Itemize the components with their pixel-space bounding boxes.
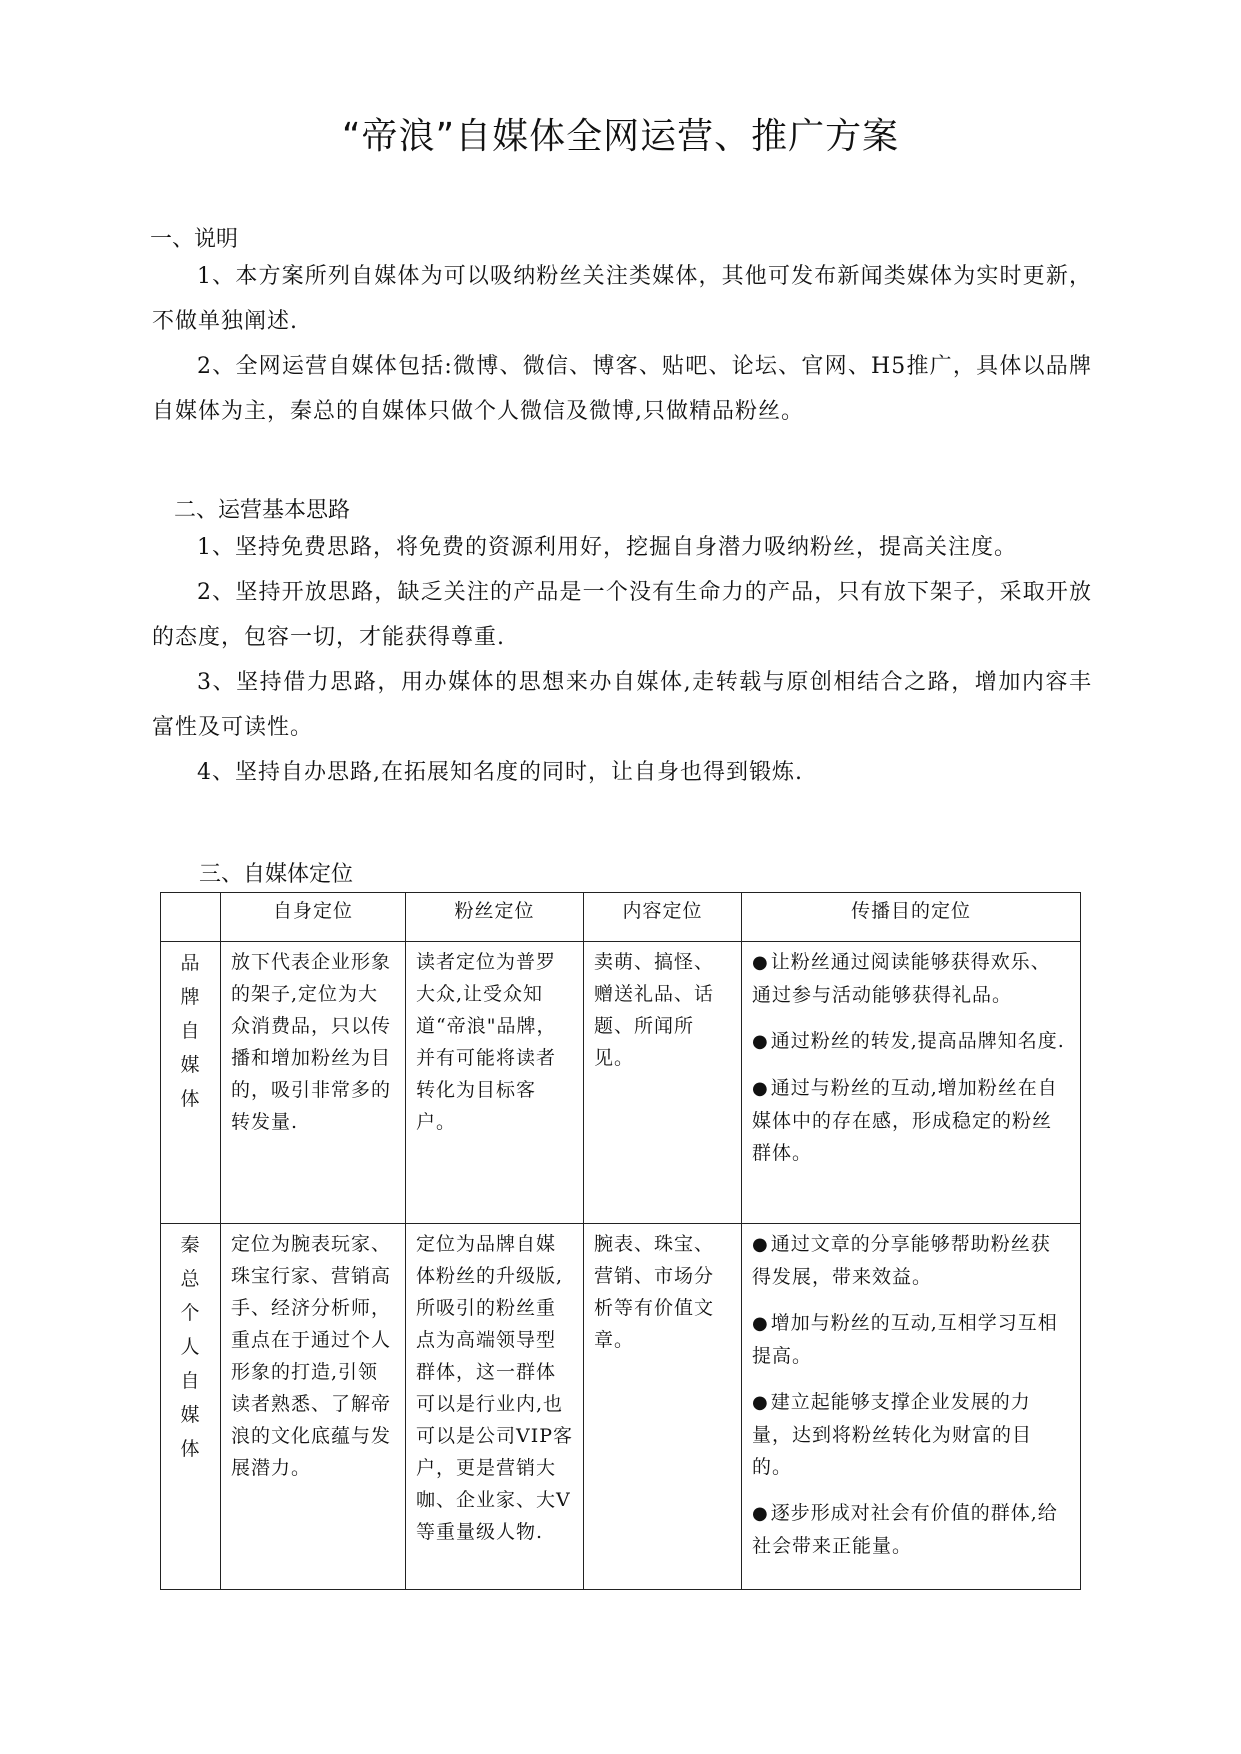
section-heading-positioning: 三、自媒体定位 — [199, 862, 354, 887]
row-label: 品牌自媒体 — [180, 952, 201, 1110]
bullet-icon: ● — [752, 952, 769, 973]
paragraph: 2、全网运营自媒体包括:微博、微信、博客、贴吧、论坛、官网、H5推广，具体以品牌自媒体为主，秦总的自媒体只做个人微信及微博,只做精品粉丝。 — [152, 354, 1092, 424]
table-row — [161, 1224, 1081, 1590]
self-position-cell: 放下代表企业形象的架子,定位为大众消费品，只以传播和增加粉丝为目的，吸引非常多的转发量. — [221, 942, 406, 1224]
bullet-icon: ● — [752, 1503, 769, 1524]
goal-item — [752, 1307, 1070, 1372]
paragraph: 1、坚持免费思路，将免费的资源利用好，挖掘自身潜力吸纳粉丝，提高关注度。 — [197, 535, 1017, 560]
goal-text: 通过与粉丝的互动,增加粉丝在自媒体中的存在感，形成稳定的粉丝群体。 — [752, 1077, 1058, 1164]
goal-text: 建立起能够支撑企业发展的力量，达到将粉丝转化为财富的目的。 — [752, 1391, 1033, 1478]
table-header-cell — [161, 893, 221, 942]
goal-position-cell — [742, 1224, 1081, 1590]
table-header-cell: 粉丝定位 — [406, 893, 584, 942]
paragraph: 3、坚持借力思路，用办媒体的思想来办自媒体,走转载与原创相结合之路，增加内容丰富性及可读性。 — [152, 670, 1092, 740]
table-header-cell: 内容定位 — [584, 893, 742, 942]
row-label-cell — [161, 942, 221, 1224]
goal-text: 逐步形成对社会有价值的群体,给社会带来正能量。 — [752, 1502, 1058, 1557]
bullet-icon: ● — [752, 1031, 769, 1052]
goal-item — [752, 1386, 1070, 1483]
bullet-icon: ● — [752, 1313, 769, 1334]
positioning-table — [160, 892, 1081, 1590]
goal-position-cell — [742, 942, 1081, 1224]
table-header-cell: 自身定位 — [221, 893, 406, 942]
goal-text: 通过粉丝的转发,提高品牌知名度. — [770, 1030, 1065, 1052]
goal-item — [752, 1228, 1070, 1293]
bullet-icon: ● — [752, 1392, 769, 1413]
goal-item — [752, 1072, 1070, 1169]
fans-position-cell: 定位为品牌自媒体粉丝的升级版,所吸引的粉丝重点为高端领导型群体，这一群体可以是行业内,也可以是公司VIP客户，更是营销大咖、企业家、大V等重量级人物. — [406, 1224, 584, 1590]
table-header-cell: 传播目的定位 — [742, 893, 1081, 942]
content-position-cell: 腕表、珠宝、营销、市场分析等有价值文章。 — [584, 1224, 742, 1590]
paragraph: 2、坚持开放思路，缺乏关注的产品是一个没有生命力的产品，只有放下架子，采取开放的态度，包容一切，才能获得尊重. — [152, 580, 1092, 650]
goal-item — [752, 1025, 1070, 1058]
content-position-cell: 卖萌、搞怪、赠送礼品、话题、所闻所见。 — [584, 942, 742, 1224]
table-header-row — [161, 893, 1081, 942]
paragraph: 4、坚持自办思路,在拓展知名度的同时，让自身也得到锻炼. — [197, 760, 803, 785]
paragraph: 1、本方案所列自媒体为可以吸纳粉丝关注类媒体，其他可发布新闻类媒体为实时更新，不做单独阐述. — [152, 264, 1092, 334]
section-heading-approach: 二、运营基本思路 — [174, 498, 351, 523]
bullet-icon: ● — [752, 1078, 769, 1099]
bullet-icon: ● — [752, 1234, 769, 1255]
goal-text: 增加与粉丝的互动,互相学习互相提高。 — [752, 1312, 1058, 1367]
fans-position-cell: 读者定位为普罗大众,让受众知道“帝浪"品牌，并有可能将读者转化为目标客户。 — [406, 942, 584, 1224]
goal-item — [752, 946, 1070, 1011]
section-heading-explanation: 一、说明 — [150, 227, 239, 252]
goal-text: 通过文章的分享能够帮助粉丝获得发展，带来效益。 — [752, 1233, 1051, 1288]
table-row — [161, 942, 1081, 1224]
self-position-cell: 定位为腕表玩家、珠宝行家、营销高手、经济分析师，重点在于通过个人形象的打造,引领读者熟悉、了解帝浪的文化底蕴与发展潜力。 — [221, 1224, 406, 1590]
row-label-cell — [161, 1224, 221, 1590]
goal-item — [752, 1497, 1070, 1562]
row-label: 秦总个人自媒体 — [180, 1234, 201, 1460]
document-title: “帝浪”自媒体全网运营、推广方案 — [341, 116, 900, 157]
goal-text: 让粉丝通过阅读能够获得欢乐、通过参与活动能够获得礼品。 — [752, 951, 1051, 1006]
